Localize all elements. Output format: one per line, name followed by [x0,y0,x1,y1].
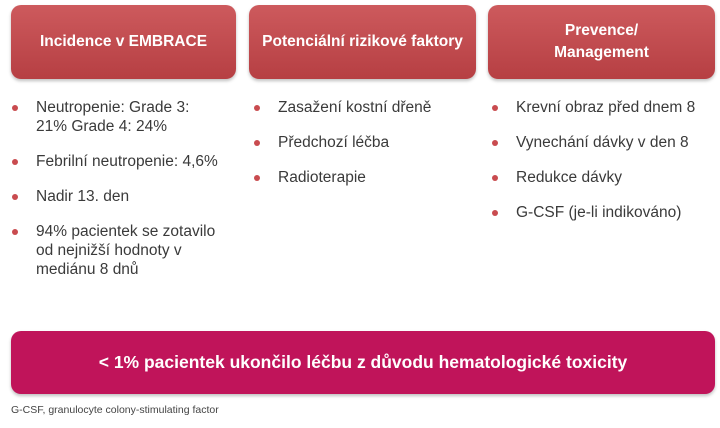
list-item [491,133,717,152]
bullet-icon [492,105,498,111]
list-item [11,222,243,279]
list-item-text: Krevní obraz před dnem 8 [516,99,696,116]
prevention-list [491,98,717,238]
list-item-text: Redukce dávky [516,169,622,186]
bullet-icon [12,159,18,165]
list-item-text: Febrilní neutropenie: 4,6% [36,153,218,170]
list-item-text: Předchozí léčba [278,134,390,151]
bullet-icon [492,175,498,181]
list-item [11,98,243,136]
list-item [491,203,717,222]
header-risk-factors: Potenciální rizikové faktory [249,5,476,79]
list-item-text: Radioterapie [278,169,366,186]
bullet-icon [12,194,18,200]
bullet-icon [12,229,18,235]
list-item [11,152,243,171]
header-prevention: Prevence/ Management [488,5,715,79]
conclusion-banner: < 1% pacientek ukončilo léčbu z důvodu hematologické toxicity [11,331,715,394]
bullet-icon [254,105,260,111]
footnote: G-CSF, granulocyte colony-stimulating factor [11,404,219,416]
incidence-list [11,98,243,295]
list-item [253,133,479,152]
bullet-icon [492,210,498,216]
list-item-text: Neutropenie: Grade 3: 21% Grade 4: 24% [36,99,190,135]
list-item-text: Zasažení kostní dřeně [278,99,432,116]
bullet-icon [254,140,260,146]
list-item-text: Vynechání dávky v den 8 [516,134,689,151]
list-item [491,168,717,187]
bullet-icon [254,175,260,181]
bullet-icon [492,140,498,146]
header-incidence: Incidence v EMBRACE [11,5,236,79]
list-item-text: G-CSF (je-li indikováno) [516,204,682,221]
list-item [11,187,243,206]
bullet-icon [12,105,18,111]
list-item-text: Nadir 13. den [36,188,130,205]
list-item [491,98,717,117]
list-item-text: 94% pacientek se zotavilo od nejnižší hodnoty v mediánu 8 dnů [36,223,216,278]
list-item [253,98,479,117]
risk-factors-list [253,98,479,203]
list-item [253,168,479,187]
